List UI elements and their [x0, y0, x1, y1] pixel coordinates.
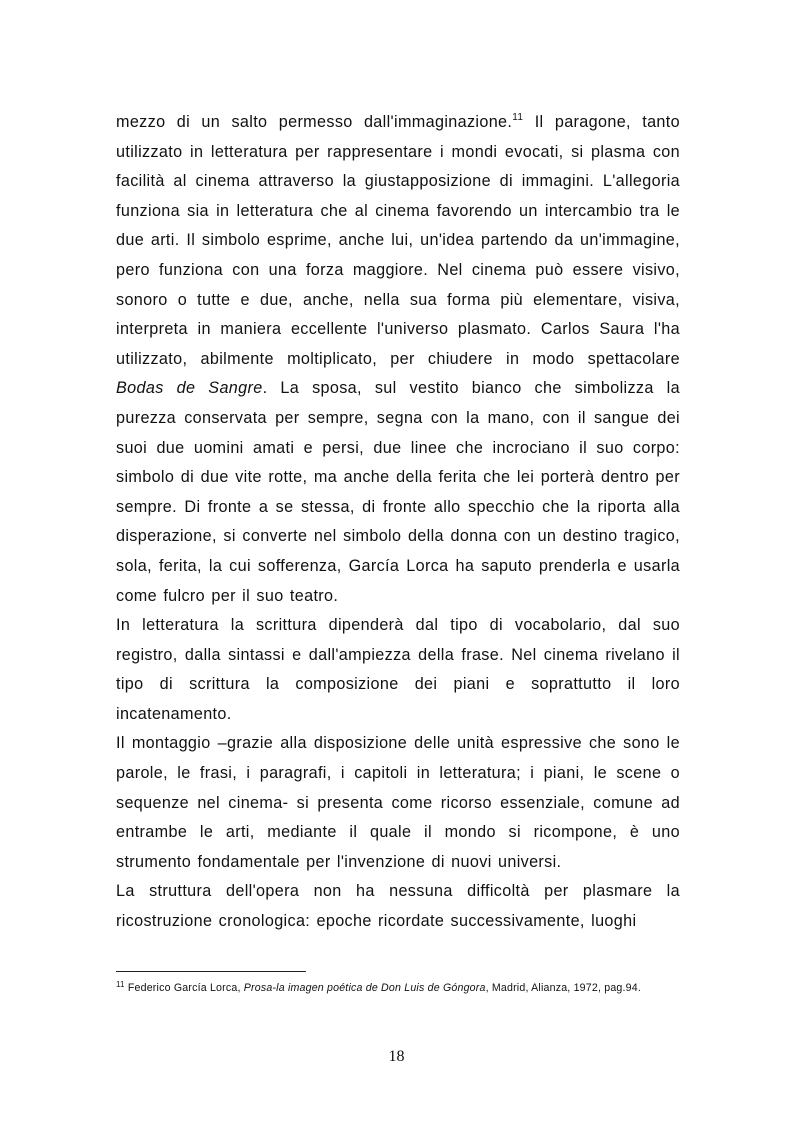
footnote-publication: , Madrid, Alianza, 1972, pag.94. [485, 982, 641, 994]
paragraph-1-text-b: Il paragone, tanto utilizzato in letteratura per rappresentare i mondi evocati, si plasma con facilità al cinema attraverso la giustapposizione di immagini. L'allegoria funziona sia in letteratura che al cinema favorendo un intercambio tra le due arti. Il simbolo esprime, anche lui, un'idea partendo da un'immagine, pero funziona con una forza maggiore. Nel cinema può essere visivo, sonoro o tutte e due, anche, nella sua forma più elementare, visiva, interpreta in maniera eccellente l'universo plasmato. Carlos Saura l'ha utilizzato, abilmente moltiplicato, per chiudere in modo spettacolare [116, 113, 680, 368]
footnote-reference[interactable]: 11 [512, 112, 524, 123]
footnote-title: Prosa-la imagen poética de Don Luis de Góngora [243, 982, 486, 994]
page-number: 18 [388, 1048, 405, 1065]
main-text [116, 108, 680, 937]
paragraph-1-text-a: mezzo di un salto permesso dall'immaginazione. [116, 113, 513, 131]
footnote [116, 981, 656, 996]
paragraph-1-text-c: . La sposa, sul vestito bianco che simbolizza la purezza conservata per sempre, segna con la mano, con il sangue dei suoi due uomini amati e persi, due linee che incrociano il suo corpo: simbolo di due vite rotte, ma anche della ferita che lei porterà dentro per sempre. Di fronte a se stessa, di fronte allo specchio che la riporta alla disperazione, si converte nel simbolo della donna con un destino tragico, sola, ferita, la cui sofferenza, García Lorca ha saputo prenderla e usarla come fulcro per il suo teatro. [116, 379, 680, 605]
film-title: Bodas de Sangre [116, 379, 263, 398]
footnote-number: 11 [116, 980, 125, 989]
paragraph-4: La struttura dell'opera non ha nessuna difficoltà per plasmare la ricostruzione cronologica: epoche ricordate successivamente, luoghi [116, 882, 680, 931]
footnote-author: Federico García Lorca, [124, 982, 244, 994]
paragraph-1 [116, 108, 680, 611]
paragraph-2: In letteratura la scrittura dipenderà dal tipo di vocabolario, dal suo registro, dalla sintassi e dall'ampiezza della frase. Nel cinema rivelano il tipo di scrittura la composizione dei piani e soprattutto il loro incatenamento. [116, 616, 680, 723]
paragraph-3: Il montaggio –grazie alla disposizione delle unità espressive che sono le parole, le frasi, i paragrafi, i capitoli in letteratura; i piani, le scene o sequenze nel cinema- si presenta come ricorso essenziale, comune ad entrambe le arti, mediante il quale il mondo si ricompone, è uno strumento fondamentale per l'invenzione di nuovi universi. [116, 734, 680, 871]
footnote-separator [116, 971, 306, 972]
